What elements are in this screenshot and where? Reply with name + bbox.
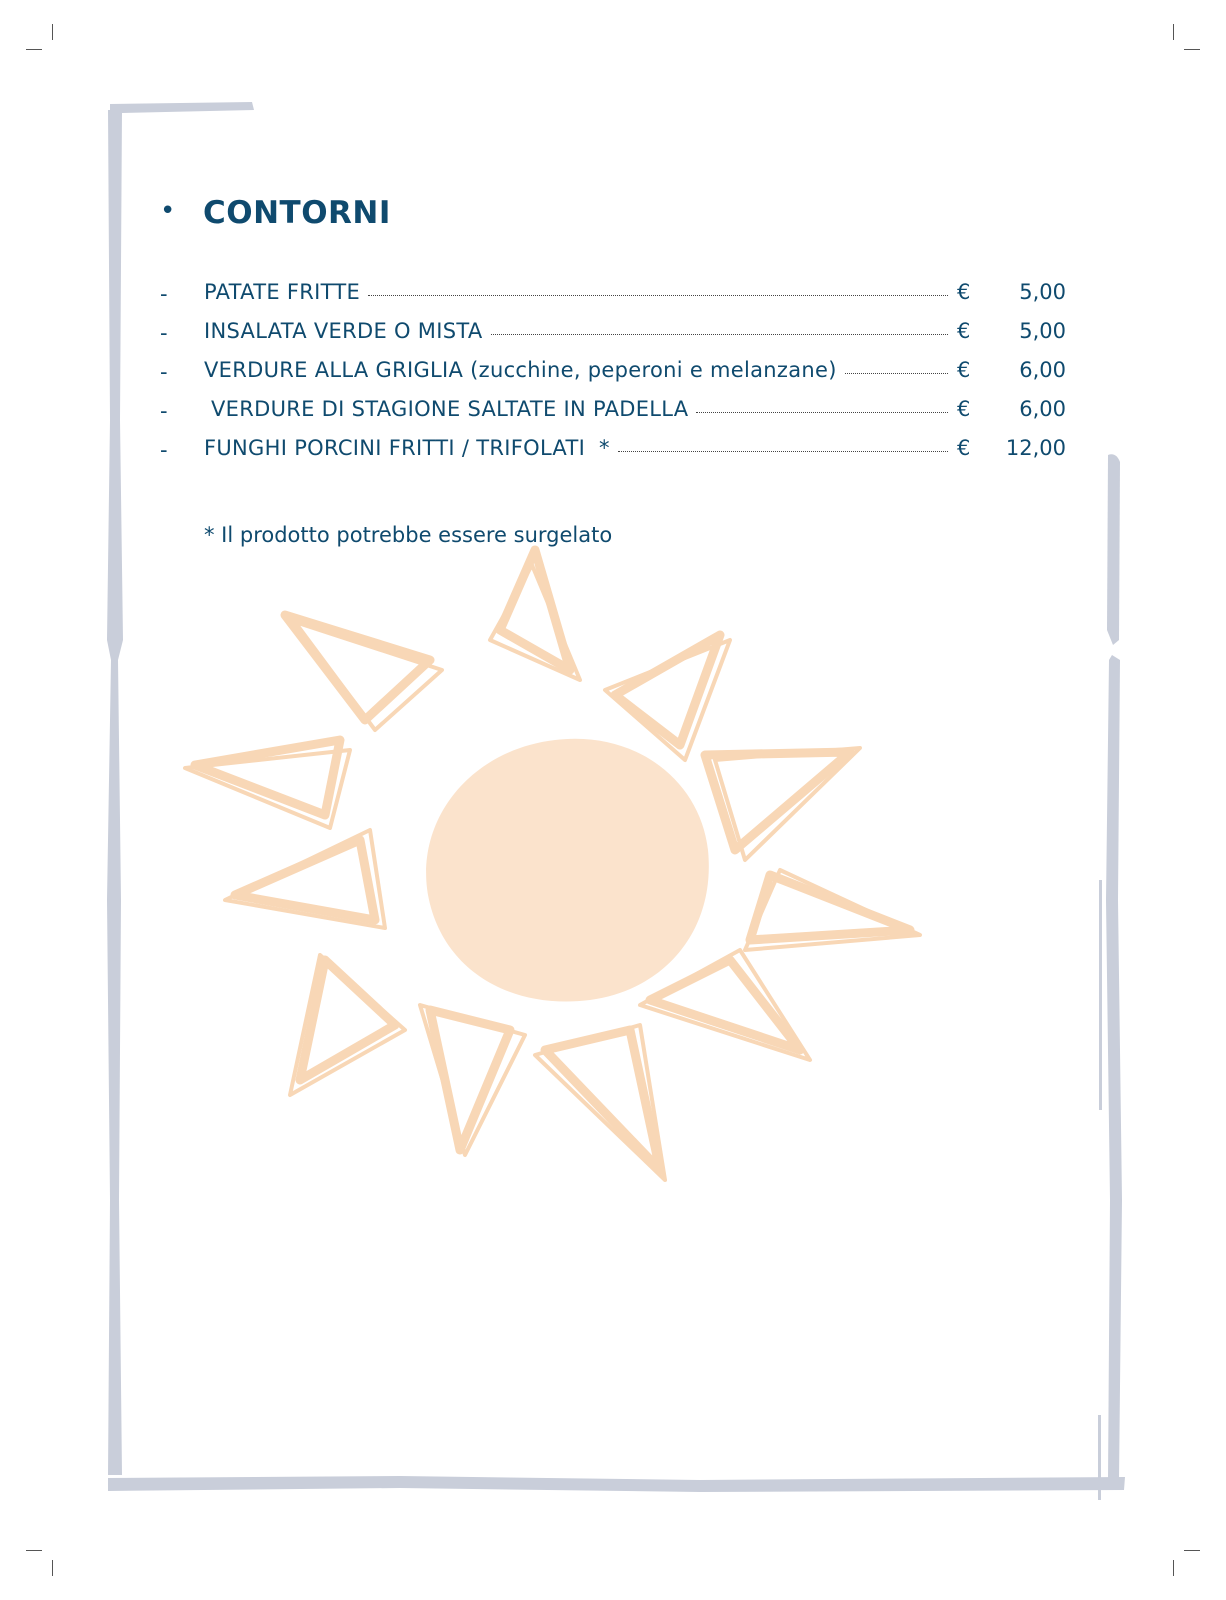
item-currency: € [957,358,971,382]
item-name-wrap [204,319,948,343]
item-name-wrap [204,436,948,460]
item-name: FUNGHI PORCINI FRITTI / TRIFOLATI * [204,436,610,460]
item-price: 6,00 [1019,358,1066,382]
item-dash: - [160,399,168,423]
menu-item [0,280,1226,316]
item-name: INSALATA VERDE O MISTA [204,319,483,343]
menu-item [0,358,1226,394]
item-currency: € [957,319,971,343]
item-name-wrap [204,358,948,382]
dot-leader [845,373,948,374]
section-title: CONTORNI [203,195,391,231]
menu-item [0,397,1226,433]
item-price: 6,00 [1019,397,1066,421]
item-name: PATATE FRITTE [204,280,361,304]
dot-leader [368,295,948,296]
item-price: 5,00 [1019,319,1066,343]
item-name: VERDURE ALLA GRIGLIA (zucchine, peperoni e melanzane) [204,358,837,382]
item-currency: € [957,436,971,460]
item-currency: € [957,397,971,421]
section-bullet: • [160,196,176,226]
dot-leader [618,451,948,452]
item-name-wrap [204,280,948,304]
dot-leader [696,412,948,413]
item-dash: - [160,321,168,345]
item-dash: - [160,360,168,384]
item-name: VERDURE DI STAGIONE SALTATE IN PADELLA [204,397,689,421]
item-dash: - [160,438,168,462]
item-price: 5,00 [1019,280,1066,304]
menu-item [0,319,1226,355]
item-dash: - [160,282,168,306]
item-name-wrap [204,397,948,421]
item-price: 12,00 [1005,436,1066,460]
dot-leader [491,334,949,335]
menu-item [0,436,1226,472]
item-currency: € [957,280,971,304]
footnote: * Il prodotto potrebbe essere surgelato [204,523,613,547]
